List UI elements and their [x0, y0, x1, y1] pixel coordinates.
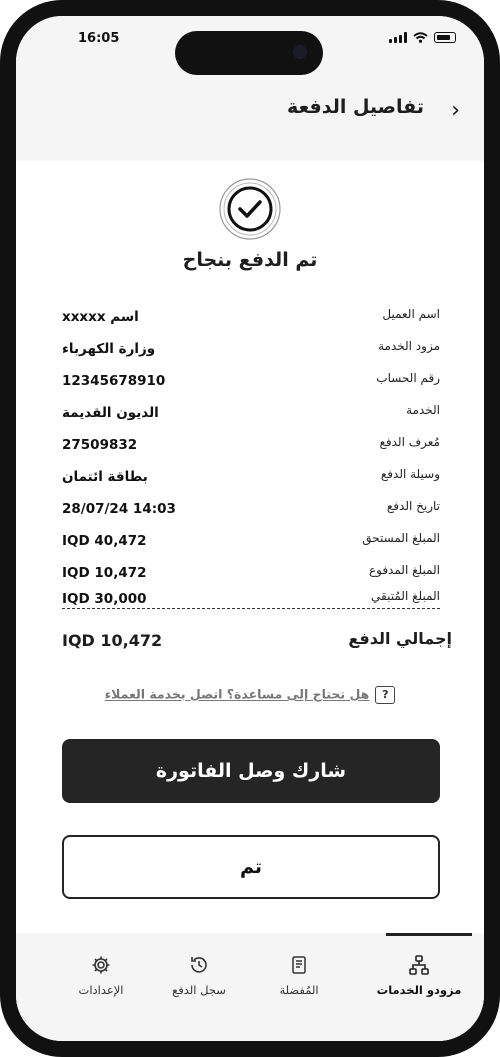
battery-icon [434, 32, 456, 43]
status-bar [16, 16, 484, 76]
detail-row-amount-due [62, 531, 440, 561]
detail-label: المبلغ المُتبقي [371, 589, 440, 603]
signal-icon [389, 32, 407, 43]
detail-label: المبلغ المدفوع [368, 563, 440, 577]
nav-label: مزودو الخدمات [376, 983, 462, 997]
wifi-icon [413, 32, 428, 43]
document-icon [289, 955, 309, 975]
detail-value: 12345678910 [62, 373, 166, 389]
detail-value: IQD 10,472 [62, 565, 147, 581]
nav-label: سجل الدفع [172, 983, 226, 997]
nav-item-payment-history[interactable] [144, 955, 254, 997]
page-title: تفاصيل الدفعة [287, 96, 424, 118]
screen [16, 16, 484, 1041]
status-icons [389, 32, 456, 43]
help-icon: ? [375, 686, 395, 704]
detail-value: IQD 40,472 [62, 533, 147, 549]
payment-details-card [16, 161, 484, 933]
total-value: IQD 10,472 [62, 631, 163, 650]
dashed-divider [62, 608, 440, 609]
camera-icon [293, 45, 307, 59]
gear-icon [91, 955, 111, 975]
detail-value: اسم xxxxx [62, 309, 139, 325]
sitemap-icon [409, 955, 429, 975]
detail-value: الديون القديمة [62, 405, 159, 421]
detail-value: 28/07/24 14:03 [62, 501, 176, 517]
help-link-row [16, 686, 484, 704]
detail-label: الخدمة [406, 403, 440, 417]
chevron-right-icon[interactable]: › [451, 98, 460, 123]
detail-value: 27509832 [62, 437, 138, 453]
success-message: تم الدفع بنجاح [182, 249, 318, 271]
nav-label: الإعدادات [78, 983, 124, 997]
page-header [16, 76, 484, 161]
detail-value: IQD 30,000 [62, 591, 147, 607]
nav-item-settings[interactable] [46, 955, 156, 997]
detail-row-payment-date [62, 499, 440, 529]
detail-row-customer-name [62, 307, 440, 337]
nav-item-service-providers[interactable] [364, 955, 474, 997]
nav-item-favorites[interactable] [244, 955, 354, 997]
customer-service-link[interactable]: هل تحتاج إلى مساعدة؟ اتصل بخدمة العملاء [104, 686, 370, 702]
nav-active-indicator [386, 933, 472, 936]
detail-label: مزود الخدمة [378, 339, 440, 353]
detail-row-provider [62, 339, 440, 369]
detail-value: وزارة الكهرباء [62, 341, 156, 357]
history-icon [189, 955, 209, 975]
check-circle-icon [219, 178, 281, 240]
detail-row-service [62, 403, 440, 433]
status-time: 16:05 [78, 31, 120, 46]
detail-label: مُعرف الدفع [379, 435, 440, 449]
detail-value: بطاقة ائتمان [62, 469, 148, 485]
detail-label: رقم الحساب [376, 371, 440, 385]
detail-row-payment-method [62, 467, 440, 497]
share-receipt-button[interactable]: شارك وصل الفاتورة [62, 739, 440, 803]
detail-row-account-number [62, 371, 440, 401]
nav-label: المُفضلة [279, 983, 319, 997]
detail-label: المبلغ المستحق [362, 531, 440, 545]
done-button[interactable]: تم [62, 835, 440, 899]
detail-row-payment-id [62, 435, 440, 465]
detail-label: اسم العميل [382, 307, 440, 321]
total-label: إجمالي الدفع [348, 629, 452, 648]
detail-label: وسيلة الدفع [380, 467, 440, 481]
bottom-nav [16, 933, 484, 1041]
detail-label: تاريخ الدفع [386, 499, 440, 513]
dynamic-island [175, 31, 323, 75]
